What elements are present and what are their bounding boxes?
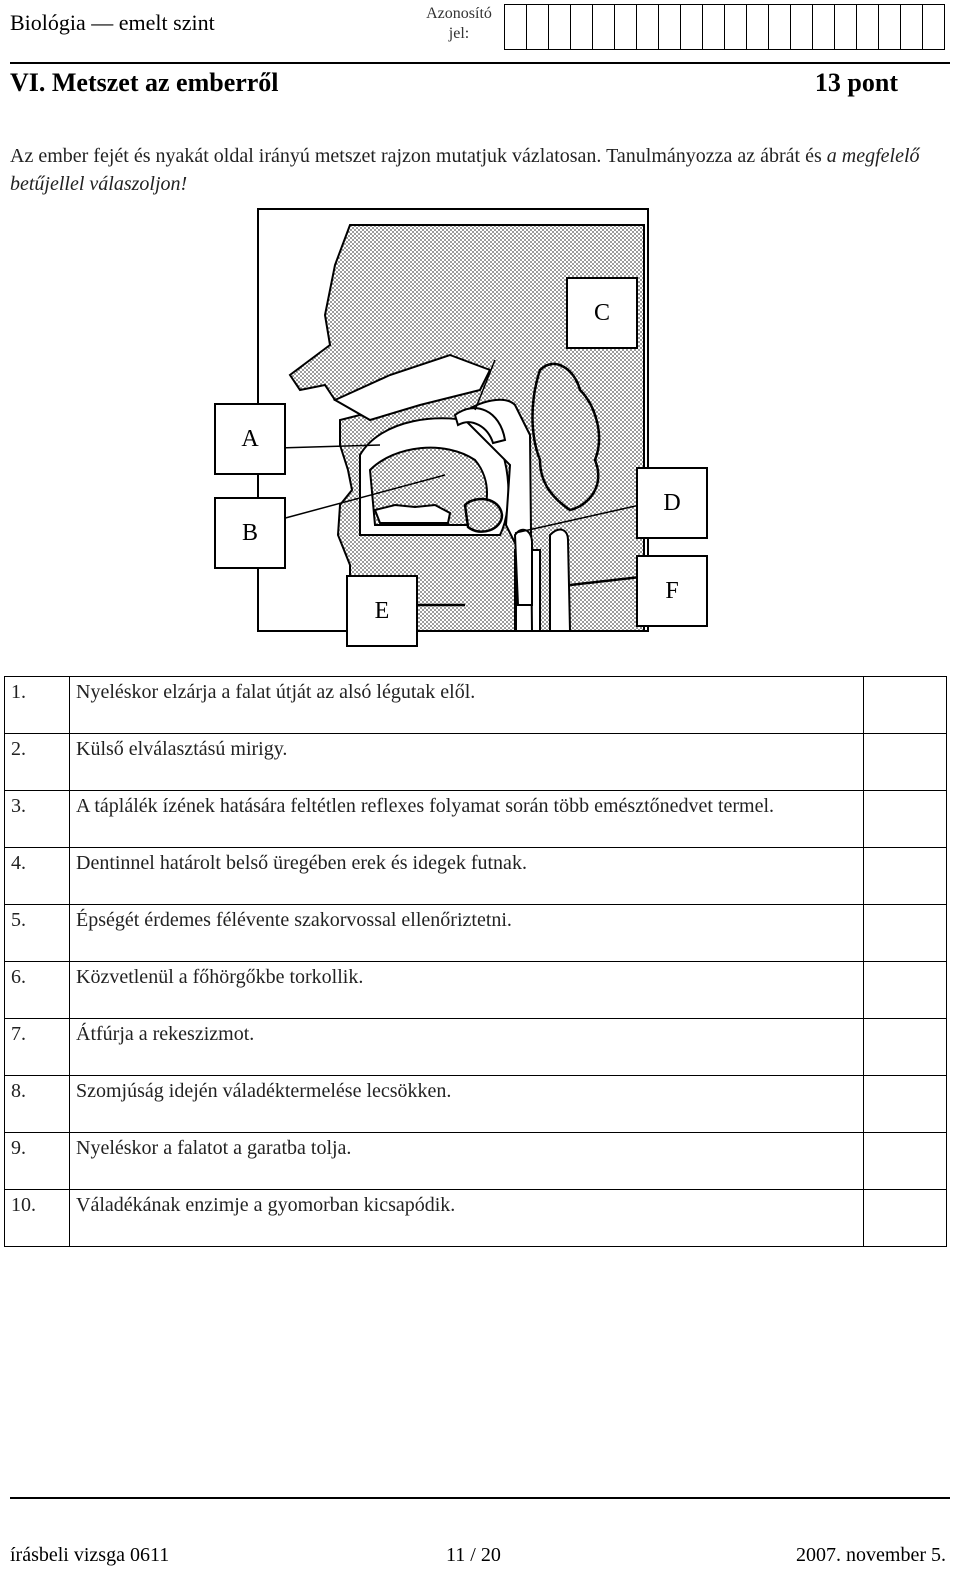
answer-cell[interactable] <box>864 791 947 848</box>
id-digit-box[interactable] <box>790 4 813 50</box>
footer-date: 2007. november 5. <box>796 1544 946 1566</box>
question-number: 1. <box>5 677 70 734</box>
question-row <box>5 1019 947 1076</box>
id-digit-box[interactable] <box>548 4 571 50</box>
id-digit-box[interactable] <box>746 4 769 50</box>
question-row <box>5 848 947 905</box>
question-text: Nyeléskor elzárja a falat útját az alsó légutak elől. <box>70 677 864 734</box>
label-box-e: E <box>346 575 418 647</box>
id-digit-box[interactable] <box>878 4 901 50</box>
question-number: 10. <box>5 1190 70 1247</box>
question-number: 2. <box>5 734 70 791</box>
answer-cell[interactable] <box>864 734 947 791</box>
id-digit-box[interactable] <box>702 4 725 50</box>
question-number: 7. <box>5 1019 70 1076</box>
section-points: 13 pont <box>814 68 898 97</box>
id-digit-box[interactable] <box>614 4 637 50</box>
footer-rule <box>10 1497 950 1499</box>
question-row <box>5 962 947 1019</box>
id-digit-box[interactable] <box>570 4 593 50</box>
section-title: VI. Metszet az emberről <box>10 68 279 97</box>
label-box-d: D <box>636 467 708 539</box>
id-digit-box[interactable] <box>526 4 549 50</box>
intro-part1: Az ember fejét és nyakát oldal irányú metszet rajzon mutatjuk vázlatosan. Tanulmányozza az ábrát és <box>10 145 827 167</box>
question-text: Váladékának enzimje a gyomorban kicsapódik. <box>70 1190 864 1247</box>
id-digit-box[interactable] <box>658 4 681 50</box>
question-row <box>5 791 947 848</box>
header-subject: Biológia — emelt szint <box>10 10 215 35</box>
header-rule <box>10 62 950 64</box>
answer-cell[interactable] <box>864 905 947 962</box>
question-text: Átfúrja a rekeszizmot. <box>70 1019 864 1076</box>
question-number: 6. <box>5 962 70 1019</box>
question-number: 4. <box>5 848 70 905</box>
label-box-f: F <box>636 555 708 627</box>
id-digit-box[interactable] <box>834 4 857 50</box>
id-boxes[interactable] <box>504 4 944 52</box>
answer-cell[interactable] <box>864 1076 947 1133</box>
intro-part2: a megfelelő betűjellel válaszoljon! <box>10 145 920 195</box>
id-digit-box[interactable] <box>504 4 527 50</box>
answer-cell[interactable] <box>864 1019 947 1076</box>
id-digit-box[interactable] <box>812 4 835 50</box>
question-row <box>5 1133 947 1190</box>
footer-page: 11 / 20 <box>446 1544 501 1566</box>
answer-cell[interactable] <box>864 1190 947 1247</box>
question-row <box>5 1076 947 1133</box>
answer-cell[interactable] <box>864 848 947 905</box>
question-number: 3. <box>5 791 70 848</box>
id-digit-box[interactable] <box>636 4 659 50</box>
id-digit-box[interactable] <box>900 4 923 50</box>
id-digit-box[interactable] <box>724 4 747 50</box>
question-number: 9. <box>5 1133 70 1190</box>
question-text: Szomjúság idején váladéktermelése lecsökken. <box>70 1076 864 1133</box>
question-row <box>5 905 947 962</box>
question-row <box>5 1190 947 1247</box>
label-box-a: A <box>214 403 286 475</box>
question-text: Külső elválasztású mirigy. <box>70 734 864 791</box>
footer-left: írásbeli vizsga 0611 <box>10 1544 170 1566</box>
question-text: Nyeléskor a falatot a garatba tolja. <box>70 1133 864 1190</box>
answer-cell[interactable] <box>864 962 947 1019</box>
question-text: A táplálék ízének hatására feltétlen reflexes folyamat során több emésztőnedvet termel. <box>70 791 864 848</box>
question-text: Épségét érdemes félévente szakorvossal ellenőriztetni. <box>70 905 864 962</box>
intro-text <box>10 142 940 198</box>
id-digit-box[interactable] <box>680 4 703 50</box>
id-digit-box[interactable] <box>922 4 945 50</box>
question-number: 8. <box>5 1076 70 1133</box>
id-digit-box[interactable] <box>768 4 791 50</box>
label-box-c: C <box>566 277 638 349</box>
question-row <box>5 677 947 734</box>
id-label: Azonosító jel: <box>426 5 492 42</box>
answer-cell[interactable] <box>864 677 947 734</box>
id-digit-box[interactable] <box>856 4 879 50</box>
head-neck-section-figure <box>210 205 710 635</box>
answer-cell[interactable] <box>864 1133 947 1190</box>
id-digit-box[interactable] <box>592 4 615 50</box>
question-row <box>5 734 947 791</box>
questions-table <box>4 676 947 1247</box>
label-box-b: B <box>214 497 286 569</box>
question-text: Közvetlenül a főhörgőkbe torkollik. <box>70 962 864 1019</box>
question-number: 5. <box>5 905 70 962</box>
question-text: Dentinnel határolt belső üregében erek és idegek futnak. <box>70 848 864 905</box>
